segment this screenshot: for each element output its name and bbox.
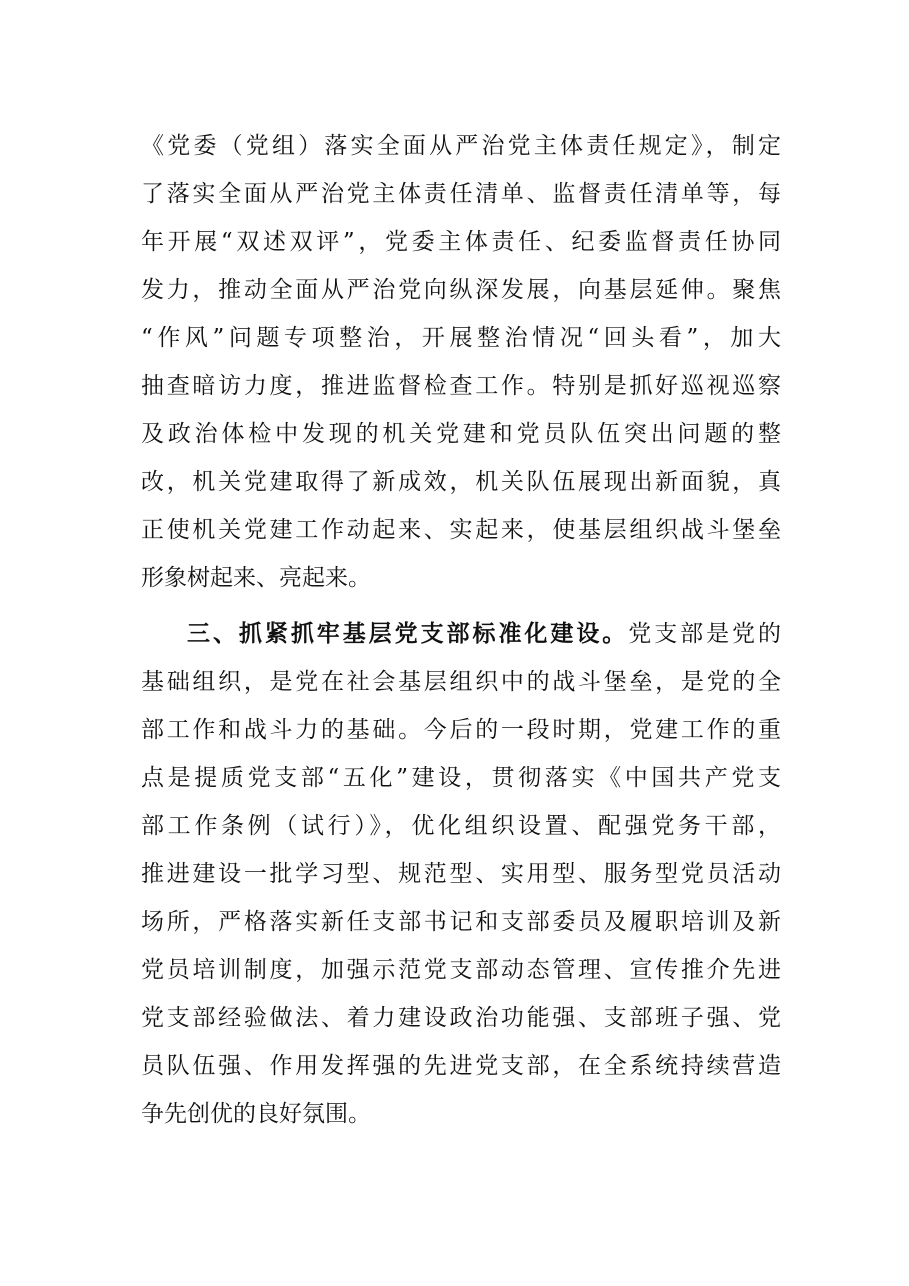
paragraph-line: 抽查暗访力度，推进监督检查工作。特别是抓好巡视巡察: [141, 373, 781, 399]
paragraph-line: 年开展“双述双评”，党委主体责任、纪委监督责任协同: [141, 229, 781, 255]
paragraph-first-line-text: 党支部是党的: [628, 621, 782, 647]
paragraph-line: 推进建设一批学习型、规范型、实用型、服务型党员活动: [141, 861, 781, 887]
paragraph-line: 正使机关党建工作动起来、实起来，使基层组织战斗堡垒: [141, 517, 781, 543]
section-heading: 三、抓紧抓牢基层党支部标准化建设。: [187, 620, 629, 647]
paragraph-line: “作风”问题专项整治，开展整治情况“回头看”，加大: [141, 325, 781, 351]
paragraph-line: 及政治体检中发现的机关党建和党员队伍突出问题的整: [141, 421, 781, 447]
paragraph-line: 形象树起来、亮起来。: [141, 565, 371, 591]
paragraph-line: 发力，推动全面从严治党向纵深发展，向基层延伸。聚焦: [141, 277, 781, 303]
paragraph-party-responsibility: [141, 122, 781, 602]
paragraph-line: 了落实全面从严治党主体责任清单、监督责任清单等，每: [141, 181, 781, 207]
paragraph-line: 部工作和战斗力的基础。今后的一段时期，党建工作的重: [141, 717, 781, 743]
paragraph-first-line: [141, 610, 781, 658]
paragraph-line: 场所，严格落实新任支部书记和支部委员及履职培训及新: [141, 909, 781, 935]
paragraph-line: 党员培训制度，加强示范党支部动态管理、宣传推介先进: [141, 957, 781, 983]
paragraph-line: 《党委（党组）落实全面从严治党主体责任规定》，制定: [141, 133, 781, 159]
paragraph-line: 改，机关党建取得了新成效，机关队伍展现出新面貌，真: [141, 469, 781, 495]
paragraph-line: 点是提质党支部“五化”建设，贯彻落实《中国共产党支: [141, 765, 781, 791]
paragraph-line: 员队伍强、作用发挥强的先进党支部，在全系统持续营造: [141, 1053, 781, 1079]
paragraph-line: 党支部经验做法、着力建设政治功能强、支部班子强、党: [141, 1005, 781, 1031]
paragraph-line: 部工作条例（试行）》，优化组织设置、配强党务干部，: [141, 813, 781, 839]
paragraph-line: 争先创优的良好氛围。: [141, 1101, 371, 1127]
paragraph-branch-standardization: [141, 610, 781, 1138]
paragraph-line: 基础组织，是党在社会基层组织中的战斗堡垒，是党的全: [141, 669, 781, 695]
